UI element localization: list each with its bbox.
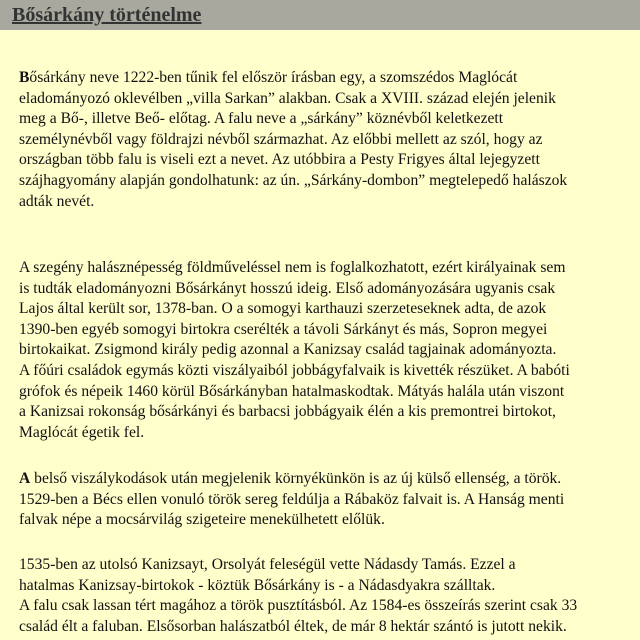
text-line: Maglócát égetik fel. bbox=[19, 423, 145, 441]
initial-letter: A bbox=[19, 470, 31, 487]
text-line: 1535-ben az utolsó Kanizsayt, Orsolyát feleségül vette Nádasdy Tamás. Ezzel a bbox=[19, 556, 516, 573]
paragraph-4 bbox=[19, 555, 640, 637]
text-line: Bősárkány neve 1222-ben tűnik fel először írásban egy, a szomszédos Maglócát bbox=[19, 69, 518, 86]
text-line: A főúri családok egymás közti viszályaiból jobbágyfalvaik is kivették részüket. A babóti bbox=[19, 361, 570, 379]
text-line: falvak népe a mocsárvilág szigeteire menekülhetett előlük. bbox=[19, 511, 385, 529]
text-line: 1529-ben a Bécs ellen vonuló török sereg feldúlja a Rábaköz falvait is. A Hanság menti bbox=[19, 490, 565, 508]
text-line: hatalmas Kanizsay-birtokok - köztük Bősárkány is - a Nádasdyakra szálltak. bbox=[19, 576, 496, 594]
text-line: A belső viszálykodások után megjelenik környékünkön is az új külső ellenség, a török. bbox=[19, 470, 562, 487]
text-line: adták nevét. bbox=[19, 192, 95, 210]
page-title: Bősárkány történelme bbox=[12, 4, 202, 26]
text-line: országban több falu is viseli ezt a nevet. Az utóbbira a Pesty Frigyes által lejegyzett bbox=[19, 151, 540, 169]
text-line: Lajos által került sor, 1378-ban. O a somogyi karthauzi szerzeteseknek adta, de azok bbox=[19, 300, 547, 318]
text-line: is tudták eladományozni Bősárkányt hosszú ideig. Első adományozására ugyanis csak bbox=[19, 279, 556, 297]
text-line: szájhagyomány alapján gondolhatunk: az ún. „Sárkány-dombon” megtelepedő halászok bbox=[19, 171, 568, 189]
paragraph-2 bbox=[19, 258, 640, 443]
text-line: család élt a faluban. Elsősorban halászatból éltek, de már 8 hektár szántó is jutott nekik. bbox=[19, 617, 567, 635]
text-line: személynévből vagy földrajzi névből származhat. Az előbbi mellett az szól, hogy az bbox=[19, 130, 543, 148]
title-bar bbox=[0, 0, 640, 30]
paragraph-1 bbox=[19, 68, 640, 212]
text-line: meg a Bő-, illetve Beő- előtag. A falu neve a „sárkány” köznévből keletkezett bbox=[19, 110, 504, 128]
text-line: grófok és népeik 1460 körül Bősárkányban hatalmaskodtak. Mátyás halála után viszont bbox=[19, 382, 565, 400]
text-line: eladományozó oklevélben „villa Sarkan” alakban. Csak a XVIII. század elején jelenik bbox=[19, 89, 556, 107]
text-line: a Kanizsai rokonság bősárkányi és barbacsi jobbágyaik élén a kis premontrei birtokot, bbox=[19, 403, 556, 421]
text-line: birtokaikat. Zsigmond király pedig azonnal a Kanizsay család tagjainak adományozta. bbox=[19, 341, 557, 359]
text-line: A falu csak lassan tért magához a török pusztításból. Az 1584-es összeírás szerint csak 33 bbox=[19, 597, 578, 615]
text-line: 1390-ben egyéb somogyi birtokra cserélték a távoli Sárkányt és más, Sopron megyei bbox=[19, 320, 548, 338]
paragraph-3 bbox=[19, 469, 640, 531]
initial-letter: B bbox=[19, 69, 30, 86]
text-line: A szegény halásznépesség földműveléssel nem is foglalkozhatott, ezért királyainak sem bbox=[19, 259, 566, 276]
